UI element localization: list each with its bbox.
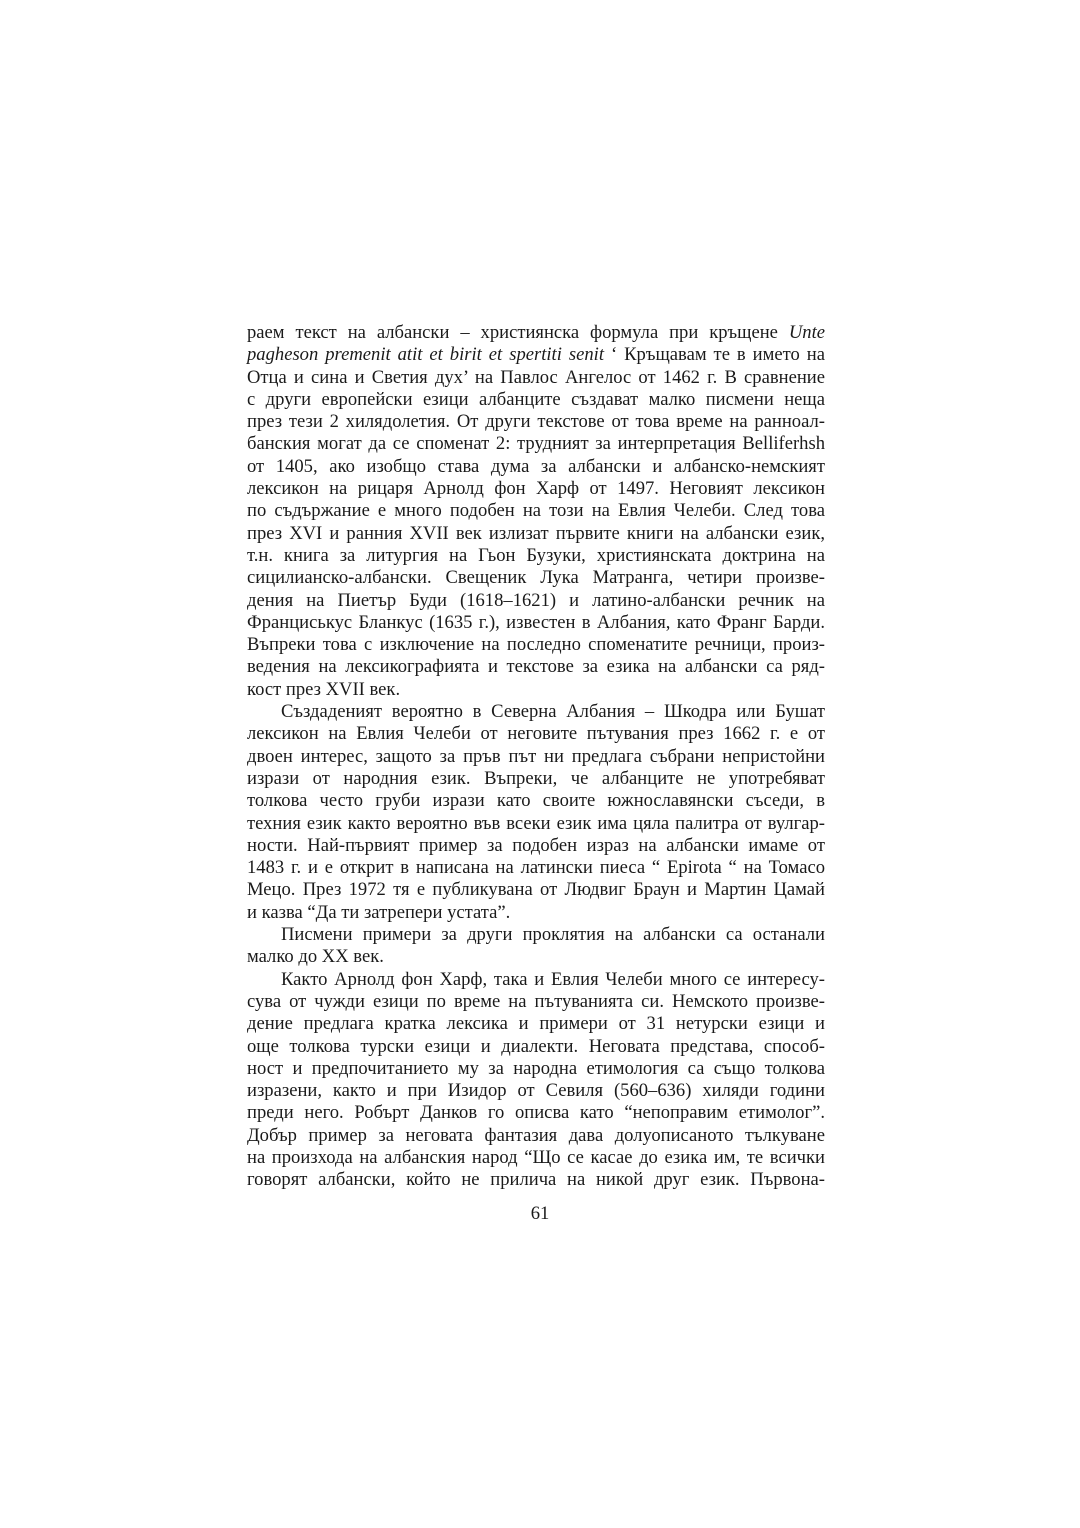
text-line: банския могат да се споменат 2: трудният за интерпретация Belliferhsh bbox=[247, 433, 825, 455]
text-line: с други европейски езици албанците създават малко писмени неща bbox=[247, 388, 825, 410]
text-line: още толкова турски езици и диалекти. Неговата представа, способ- bbox=[247, 1035, 825, 1057]
text-line: Мецо. През 1972 тя е публикувана от Людвиг Браун и Мартин Цамай bbox=[247, 879, 825, 901]
text-line: сицилианско-албански. Свещеник Лука Матранга, четири произве- bbox=[247, 567, 825, 589]
text-line-plain: ‘ Кръщавам те в името на bbox=[604, 344, 826, 366]
paragraph-2 bbox=[247, 701, 825, 924]
text-line: Създаденият вероятно в Северна Албания – Шкодра или Бушат bbox=[281, 701, 825, 723]
text-line: през XVI и ранния XVII век излизат първите книги на албански език, bbox=[247, 522, 825, 544]
text-line: толкова често груби изрази като своите южнославянски съседи, в bbox=[247, 790, 825, 812]
latin-italic-phrase: Unte bbox=[788, 322, 825, 343]
text-line: ведения на лексикографията и текстове за езика на албански са ряд- bbox=[247, 656, 825, 678]
text-line bbox=[247, 322, 825, 344]
text-line: Както Арнолд фон Харф, така и Евлия Челеби много се интересу- bbox=[281, 968, 825, 990]
text-line: ност и предпочитанието му за народна етимология са също толкова bbox=[247, 1057, 825, 1079]
text-line: Добър пример за неговата фантазия дава долуописаното тълкуване bbox=[247, 1124, 825, 1146]
text-line bbox=[247, 344, 825, 366]
text-line: т.н. книга за литургия на Гьон Бузуки, християнската доктрина на bbox=[247, 544, 825, 566]
text-line: на произхода на албанския народ “Що се касае до езика им, те всички bbox=[247, 1146, 825, 1168]
text-line: преди него. Робърт Данков го описва като “непоправим етимолог”. bbox=[247, 1102, 825, 1124]
text-line-plain: раем текст на албански – християнска формула при кръщене bbox=[247, 322, 789, 343]
text-line: и казва “Да ти затрепери устата”. bbox=[247, 901, 511, 923]
text-line: лексикон на Евлия Челеби от неговите пътувания през 1662 г. е от bbox=[247, 723, 825, 745]
text-line: Отца и сина и Светия дух’ на Павлос Ангелос от 1462 г. В сравнение bbox=[247, 366, 825, 388]
paragraph-3 bbox=[247, 924, 825, 969]
text-line: дения на Пиетър Буди (1618–1621) и латино-албански речник на bbox=[247, 589, 825, 611]
page-number: 61 bbox=[530, 1203, 550, 1224]
paragraph-4 bbox=[247, 969, 825, 1192]
text-line: 1483 г. и е открит в написана на латински пиеса “ Epirota “ на Томасо bbox=[247, 857, 825, 879]
text-line: лексикон на рицаря Арнолд фон Харф от 1497. Неговият лексикон bbox=[247, 478, 825, 500]
text-line: говорят албански, който не прилича на никой друг език. Първона- bbox=[247, 1169, 825, 1191]
page-body bbox=[247, 322, 825, 1192]
text-line: по съдържание е много подобен на този на Евлия Челеби. След това bbox=[247, 500, 825, 522]
latin-italic-phrase: pagheson premenit atit et birit et spertiti senit bbox=[247, 344, 604, 366]
text-line: сува от чужди езици по време на пътуванията си. Немското произве- bbox=[247, 990, 825, 1012]
text-line: ности. Най-първият пример за подобен израз на албански имаме от bbox=[247, 834, 825, 856]
text-line: изразени, както и при Изидор от Севиля (560–636) хиляди години bbox=[247, 1080, 825, 1102]
text-line: дение предлага кратка лексика и примери от 31 нетурски езици и bbox=[247, 1013, 825, 1035]
paragraph-1 bbox=[247, 322, 825, 701]
text-line: Франциськус Бланкус (1635 г.), известен в Албания, като Франг Барди. bbox=[247, 611, 825, 633]
text-line: кост през XVII век. bbox=[247, 678, 401, 700]
text-line: двоен интерес, защото за пръв път ни предлага събрани непристойни bbox=[247, 745, 825, 767]
text-line: Въпреки това с изключение на последно споменатите речници, произ- bbox=[247, 634, 825, 656]
text-line: изрази от народния език. Въпреки, че албанците не употребяват bbox=[247, 767, 825, 789]
text-line: от 1405, ако изобщо става дума за албански и албанско-немският bbox=[247, 455, 825, 477]
text-line: малко до XX век. bbox=[247, 946, 384, 968]
text-line: техния език както вероятно във всеки език има цяла палитра от вулгар- bbox=[247, 812, 825, 834]
text-line: през тези 2 хилядолетия. От други текстове от това време на ранноал- bbox=[247, 411, 825, 433]
text-line: Писмени примери за други проклятия на албански са останали bbox=[281, 924, 825, 946]
